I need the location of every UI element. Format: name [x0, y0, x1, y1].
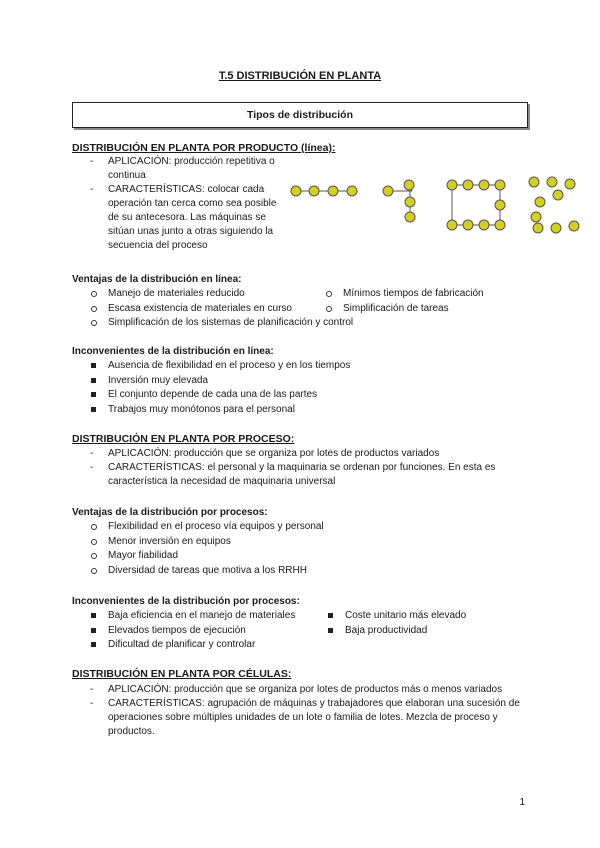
machine-node: [447, 180, 457, 190]
section-box-title: [72, 102, 528, 128]
machine-node: [405, 197, 415, 207]
machine-node: [535, 197, 545, 207]
section2-inconv-left: [88, 609, 295, 653]
list-item: Baja eficiencia en el manejo de materiales: [88, 609, 295, 624]
list-item: Simplificación de tareas: [323, 302, 484, 317]
machine-node: [463, 220, 473, 230]
machine-node: [533, 223, 543, 233]
machine-node: [569, 221, 579, 231]
list-item: Menor inversión en equipos: [88, 535, 324, 550]
list-item: Mínimos tiempos de fabricación: [323, 287, 484, 302]
section2-item-caracteristicas: - CARACTERÍSTICAS: el personal y la maquinaria se ordenan por funciones. En esta es característica la necesidad de maquinaria universal: [90, 461, 530, 489]
machine-node: [553, 190, 563, 200]
machine-node: [547, 177, 557, 187]
machine-node: [479, 180, 489, 190]
list-item: Flexibilidad en el proceso vía equipos y personal: [88, 520, 324, 535]
section2-list: [90, 447, 530, 489]
machine-node: [328, 186, 338, 196]
machine-node: [551, 223, 561, 233]
section1-inconv-list: [88, 359, 350, 417]
machine-node: [291, 186, 301, 196]
diagram-connectors: [296, 185, 500, 225]
list-item: El conjunto depende de cada una de las partes: [88, 388, 350, 403]
section1-item-caracteristicas: - CARACTERÍSTICAS: colocar cada operación tan cerca como sea posible de su antecesora. Las máquinas se sitúan unas junto a otras siguiendo la secuencia del proceso: [90, 183, 290, 253]
section1-ventajas-left: [88, 287, 353, 331]
section2-inconv-title: Inconvenientes de la distribución por procesos:: [72, 596, 300, 607]
machine-node: [309, 186, 319, 196]
machine-node: [565, 179, 575, 189]
section3-heading: DISTRIBUCIÓN EN PLANTA POR CÉLULAS:: [72, 668, 292, 680]
list-item: Manejo de materiales reducido: [88, 287, 353, 302]
machine-node: [479, 220, 489, 230]
page-title: T.5 DISTRIBUCIÓN EN PLANTA: [218, 70, 382, 82]
list-item: Simplificación de los sistemas de planificación y control: [88, 316, 353, 331]
machine-node: [404, 180, 414, 190]
section1-ventajas-title: Ventajas de la distribución en línea:: [72, 274, 242, 285]
list-item: Ausencia de flexibilidad en el proceso y en los tiempos: [88, 359, 350, 374]
box-label: Tipos de distribución: [247, 109, 353, 121]
section1-item-aplicacion: - APLICACIÓN: producción repetitiva o continua: [90, 155, 290, 183]
section2-inconv-right: [325, 609, 466, 638]
section1-inconv-title: Inconvenientes de la distribución en línea:: [72, 346, 274, 357]
section2-ventajas-title: Ventajas de la distribución por procesos:: [72, 507, 268, 518]
section1-ventajas-right: [323, 287, 484, 316]
section2-item-aplicacion: - APLICACIÓN: producción que se organiza por lotes de productos variados: [90, 447, 530, 461]
machine-node: [495, 220, 505, 230]
machine-node: [383, 186, 393, 196]
section3-item-caracteristicas: - CARACTERÍSTICAS: agrupación de máquinas y trabajadores que elaboran una sucesión de operaciones sobre múltiples unidades de un lote o familia de lotes. Mezcla de proceso y productos.: [90, 697, 530, 739]
machine-node: [405, 212, 415, 222]
machine-node: [529, 177, 539, 187]
section3-item-aplicacion: - APLICACIÓN: producción que se organiza por lotes de productos más o menos variados: [90, 683, 530, 697]
list-item: Dificultad de planificar y controlar: [88, 638, 295, 653]
list-item: Coste unitario más elevado: [325, 609, 466, 624]
list-item: Inversión muy elevada: [88, 374, 350, 389]
machine-node: [463, 180, 473, 190]
section2-heading: DISTRIBUCIÓN EN PLANTA POR PROCESO:: [72, 433, 295, 445]
section1-heading: DISTRIBUCIÓN EN PLANTA POR PRODUCTO (línea):: [72, 142, 336, 154]
machine-node: [531, 212, 541, 222]
machine-node: [495, 200, 505, 210]
page-number: 1: [519, 797, 525, 808]
section3-list: [90, 683, 530, 739]
machine-node: [495, 180, 505, 190]
list-item: Trabajos muy monótonos para el personal: [88, 403, 350, 418]
list-item: Elevados tiempos de ejecución: [88, 624, 295, 639]
list-item: Mayor fiabilidad: [88, 549, 324, 564]
machine-node: [347, 186, 357, 196]
machine-node: [447, 220, 457, 230]
list-item: Escasa existencia de materiales en curso: [88, 302, 353, 317]
section1-list: [90, 155, 290, 253]
section2-ventajas-list: [88, 520, 324, 578]
list-item: Diversidad de tareas que motiva a los RRHH: [88, 564, 324, 579]
list-item: Baja productividad: [325, 624, 466, 639]
line-layout-diagram: [288, 170, 588, 240]
